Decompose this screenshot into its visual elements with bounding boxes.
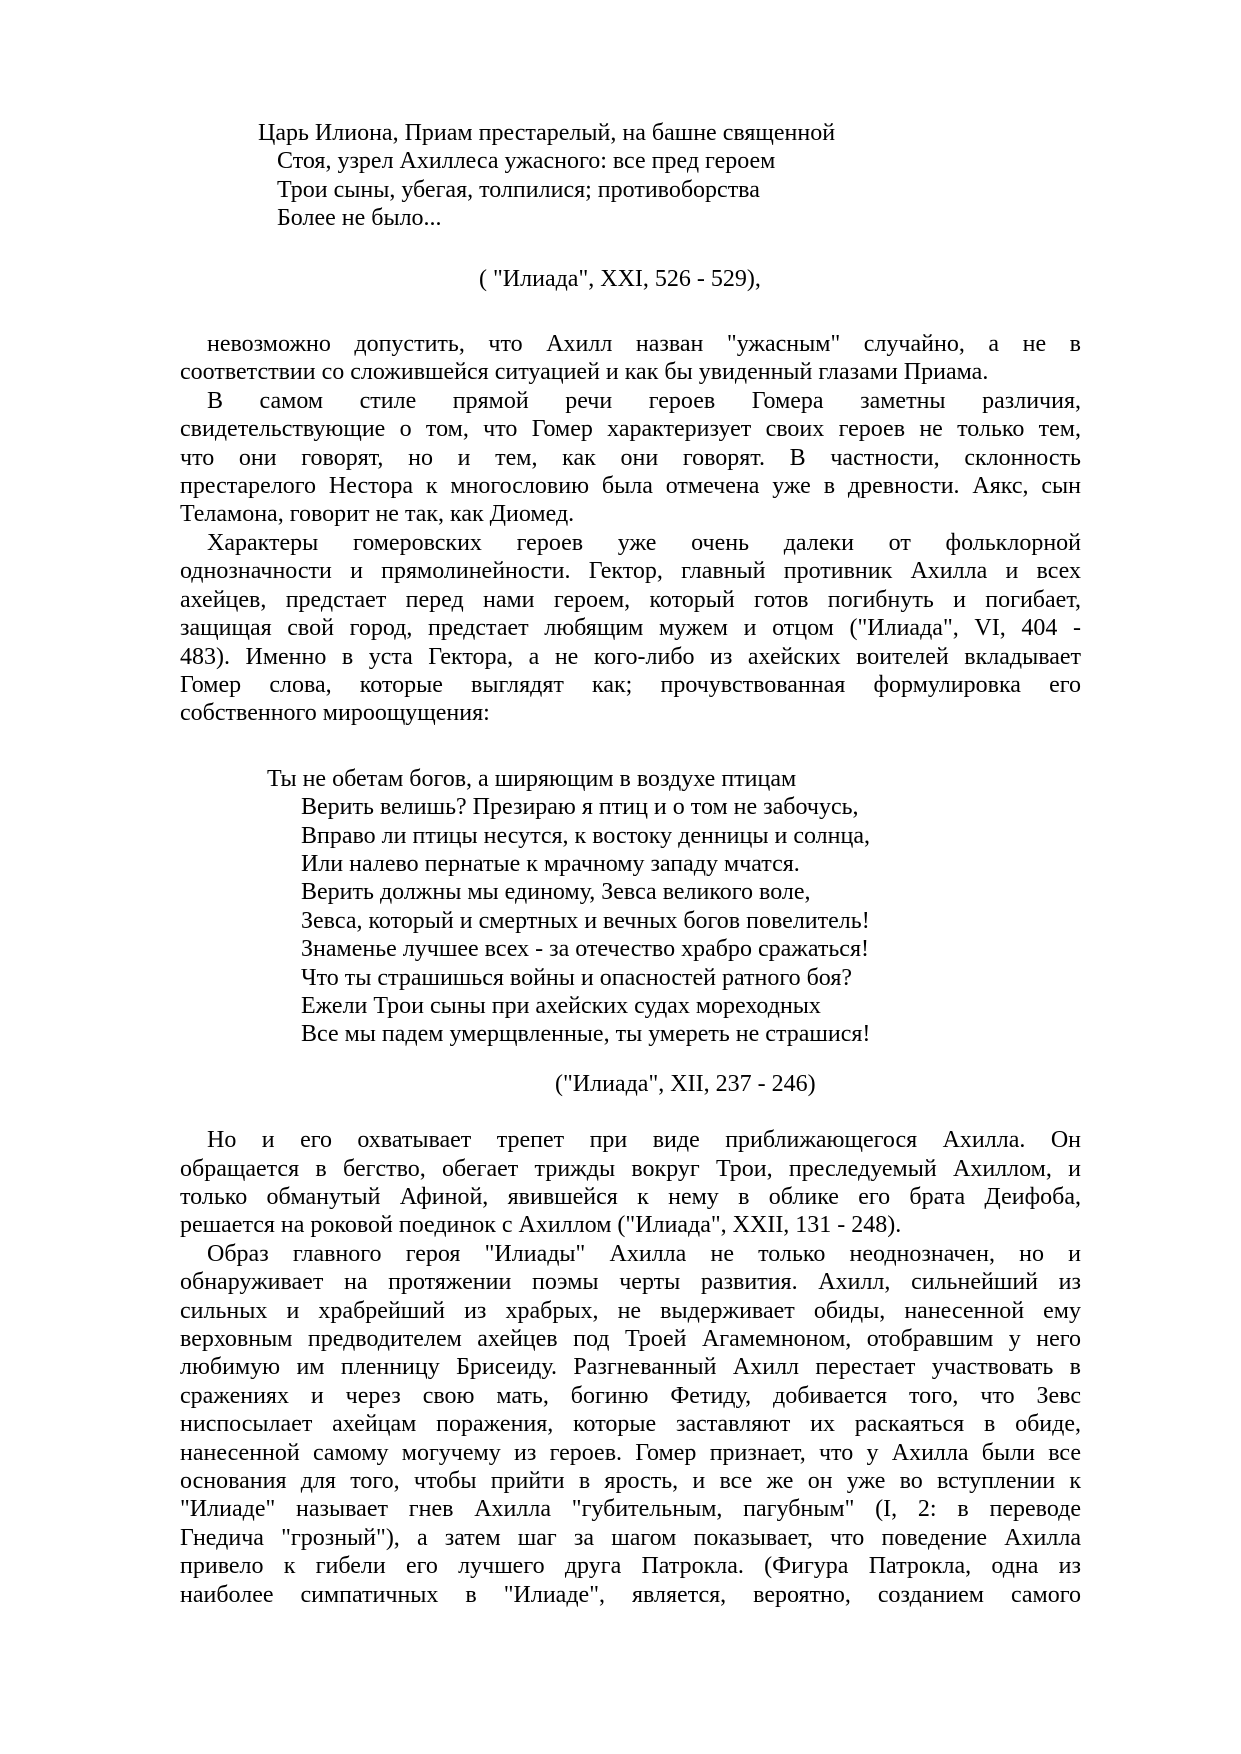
text-line: наиболее симпатичных в "Илиаде", является, вероятно, созданием самого [180,1581,1081,1608]
verse-line: Верить велишь? Презираю я птиц и о том не забочусь, [301,794,859,821]
text-line: что они говорят, но и тем, как они говорят. В частности, склонность [180,444,1081,471]
verse-line: Зевса, который и смертных и вечных богов повелитель! [301,907,870,934]
text-line: защищая свой город, предстает любящим мужем и отцом ("Илиада", VI, 404 - [180,615,1081,642]
text-line: только обманутый Афиной, явившейся к нему в облике его брата Деифоба, [180,1184,1081,1210]
paragraph-1 [180,330,1081,387]
verse-line: Верить должны мы единому, Зевса великого воле, [301,879,811,906]
text-line: "Илиаде" называет гнев Ахилла "губительным, пагубным" (I, 2: в переводе [180,1496,1081,1523]
text-line: собственного мироощущения: [180,700,490,727]
text-line: сильных и храбрейший из храбрых, не выдерживает обиды, нанесенной ему [180,1297,1081,1324]
text-line: привело к гибели его лучшего друга Патрокла. (Фигура Патрокла, одна из [180,1553,1081,1580]
text-line: ахейцев, предстает перед нами героем, который готов погибнуть и погибает, [180,586,1081,613]
text-line: нанесенной самому могучему из героев. Гомер признает, что у Ахилла были все [180,1439,1081,1466]
text-line: обращается в бегство, обегает трижды вокруг Трои, преследуемый Ахиллом, и [180,1155,1081,1182]
text-line: В самом стиле прямой речи героев Гомера заметны различия, [207,387,1081,414]
verse-line: Трои сыны, убегая, толпилися; противоборства [277,176,760,203]
text-line: однозначности и прямолинейности. Гектор, главный противник Ахилла и всех [180,558,1081,585]
verse-line: Знаменье лучшее всех - за отечество храбро сражаться! [301,936,869,963]
verse-citation-1: ( "Илиада", XXI, 526 - 529), [479,265,761,292]
text-line: 483). Именно в уста Гектора, а не кого-либо из ахейских воителей вкладывает [180,643,1081,670]
verse-line: Все мы падем умерщвленные, ты умереть не страшися! [301,1021,871,1048]
paragraph-2 [180,387,1081,529]
verse-line: Царь Илиона, Приам престарелый, на башне священной [258,120,836,146]
text-line: Образ главного героя "Илиады" Ахилла не только неоднозначен, но и [207,1240,1081,1267]
verse-quote-1 [258,119,1081,233]
text-line: решается на роковой поединок с Ахиллом ("Илиада", XXII, 131 - 248). [180,1212,902,1239]
text-line: свидетельствующие о том, что Гомер характеризует своих героев не только тем, [180,416,1081,443]
paragraph-5 [180,1240,1081,1609]
text-line: Теламона, говорит не так, как Диомед. [180,501,575,528]
text-line: Гомер слова, которые выглядят как; прочувствованная формулировка его [180,671,1081,698]
paragraph-3 [180,529,1081,728]
verse-line: Или налево пернатые к мрачному западу мчатся. [301,850,800,877]
text-line: престарелого Нестора к многословию была отмечена уже в древности. Аякс, сын [180,473,1081,500]
text-line: верховным предводителем ахейцев под Троей Агамемноном, отобравшим у него [180,1326,1081,1353]
text-line: любимую им пленницу Брисеиду. Разгневанный Ахилл перестает участвовать в [180,1354,1081,1381]
verse-line: Ты не обетам богов, а ширяющим в воздухе птицам [267,765,797,792]
text-line: Но и его охватывает трепет при виде приближающегося Ахилла. Он [207,1127,1081,1154]
text-line: Гнедича "грозный"), а затем шаг за шагом показывает, что поведение Ахилла [180,1524,1081,1551]
verse-line: Стоя, узрел Ахиллеса ужасного: все пред героем [277,148,776,175]
paragraph-4 [180,1126,1081,1240]
text-line: Характеры гомеровских героев уже очень далеки от фольклорной [207,529,1081,556]
verse-line: Вправо ли птицы несутся, к востоку денницы и солнца, [301,822,870,849]
text-line: соответствии со сложившейся ситуацией и как бы увиденный глазами Приама. [180,359,989,386]
verse-quote-2 [267,765,1081,1049]
text-line: невозможно допустить, что Ахилл назван "ужасным" случайно, а не в [207,331,1081,358]
verse-citation-2: ("Илиада", XII, 237 - 246) [555,1070,816,1097]
verse-line: Более не было... [277,205,442,232]
text-line: сражениях и через свою мать, богиню Фетиду, добивается того, что Зевс [180,1382,1081,1409]
verse-line: Что ты страшишься войны и опасностей ратного боя? [301,964,853,991]
text-line: основания для того, чтобы прийти в ярость, и все же он уже во вступлении к [180,1468,1081,1495]
verse-line: Ежели Трои сыны при ахейских судах мореходных [301,992,821,1019]
text-line: обнаруживает на протяжении поэмы черты развития. Ахилл, сильнейший из [180,1269,1081,1296]
text-line: ниспосылает ахейцам поражения, которые заставляют их раскаяться в обиде, [180,1411,1081,1438]
